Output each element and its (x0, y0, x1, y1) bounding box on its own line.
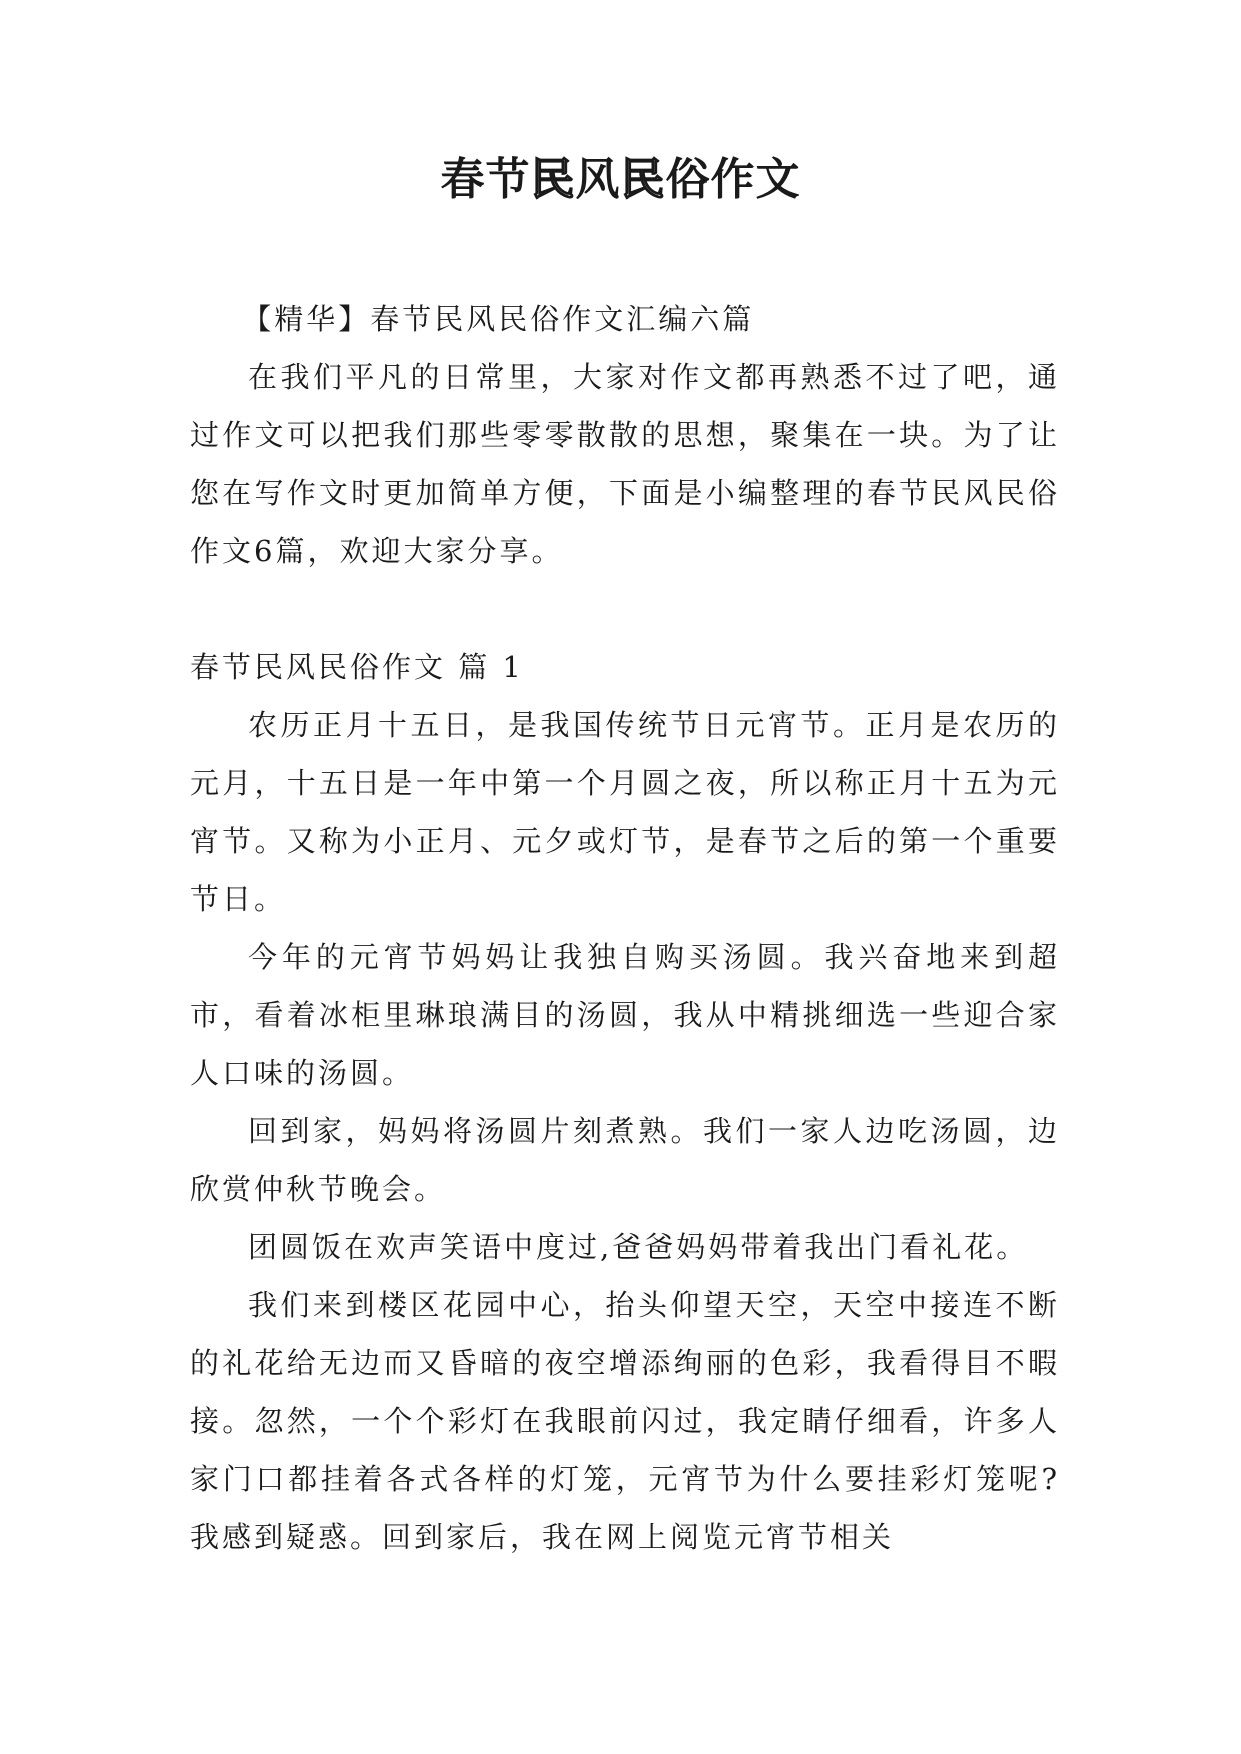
paragraph: 回到家，妈妈将汤圆片刻煮熟。我们一家人边吃汤圆，边欣赏仲秋节晚会。 (190, 1114, 1060, 1206)
document-title (0, 150, 1241, 210)
title-part-outlined: 民 (530, 154, 576, 205)
paragraph: 农历正月十五日，是我国传统节日元宵节。正月是农历的元月，十五日是一年中第一个月圆之夜，所以称正月十五为元宵节。又称为小正月、元夕或灯节，是春节之后的第一个重要节日。 (190, 708, 1060, 916)
title-part: 风 (575, 154, 621, 205)
title-part: 俗作文 (665, 154, 801, 205)
title-part-outlined: 民 (620, 154, 666, 205)
paragraph: 今年的元宵节妈妈让我独自购买汤圆。我兴奋地来到超市，看着冰柜里琳琅满目的汤圆，我从中精挑细选一些迎合家人口味的汤圆。 (190, 940, 1060, 1090)
paragraph-spacer (190, 580, 1060, 638)
paragraph: 团圆饭在欢声笑语中度过,爸爸妈妈带着我出门看礼花。 (248, 1230, 1029, 1264)
intro-heading: 【精华】春节民风民俗作文汇编六篇 (242, 302, 755, 336)
document-body (190, 290, 1060, 1566)
title-part: 春节 (440, 154, 531, 205)
section-heading: 春节民风民俗作文 篇 1 (190, 650, 524, 684)
paragraph: 我们来到楼区花园中心，抬头仰望天空，天空中接连不断的礼花给无边而又昏暗的夜空增添绚丽的色彩，我看得目不暇接。忽然，一个个彩灯在我眼前闪过，我定睛仔细看，许多人家门口都挂着各式各样的灯笼，元宵节为什么要挂彩灯笼呢?我感到疑惑。回到家后，我在网上阅览元宵节相关 (190, 1288, 1060, 1554)
intro-paragraph: 在我们平凡的日常里，大家对作文都再熟悉不过了吧，通过作文可以把我们那些零零散散的思想，聚集在一块。为了让您在写作文时更加简单方便，下面是小编整理的春节民风民俗作文6篇，欢迎大家分享。 (190, 360, 1060, 568)
